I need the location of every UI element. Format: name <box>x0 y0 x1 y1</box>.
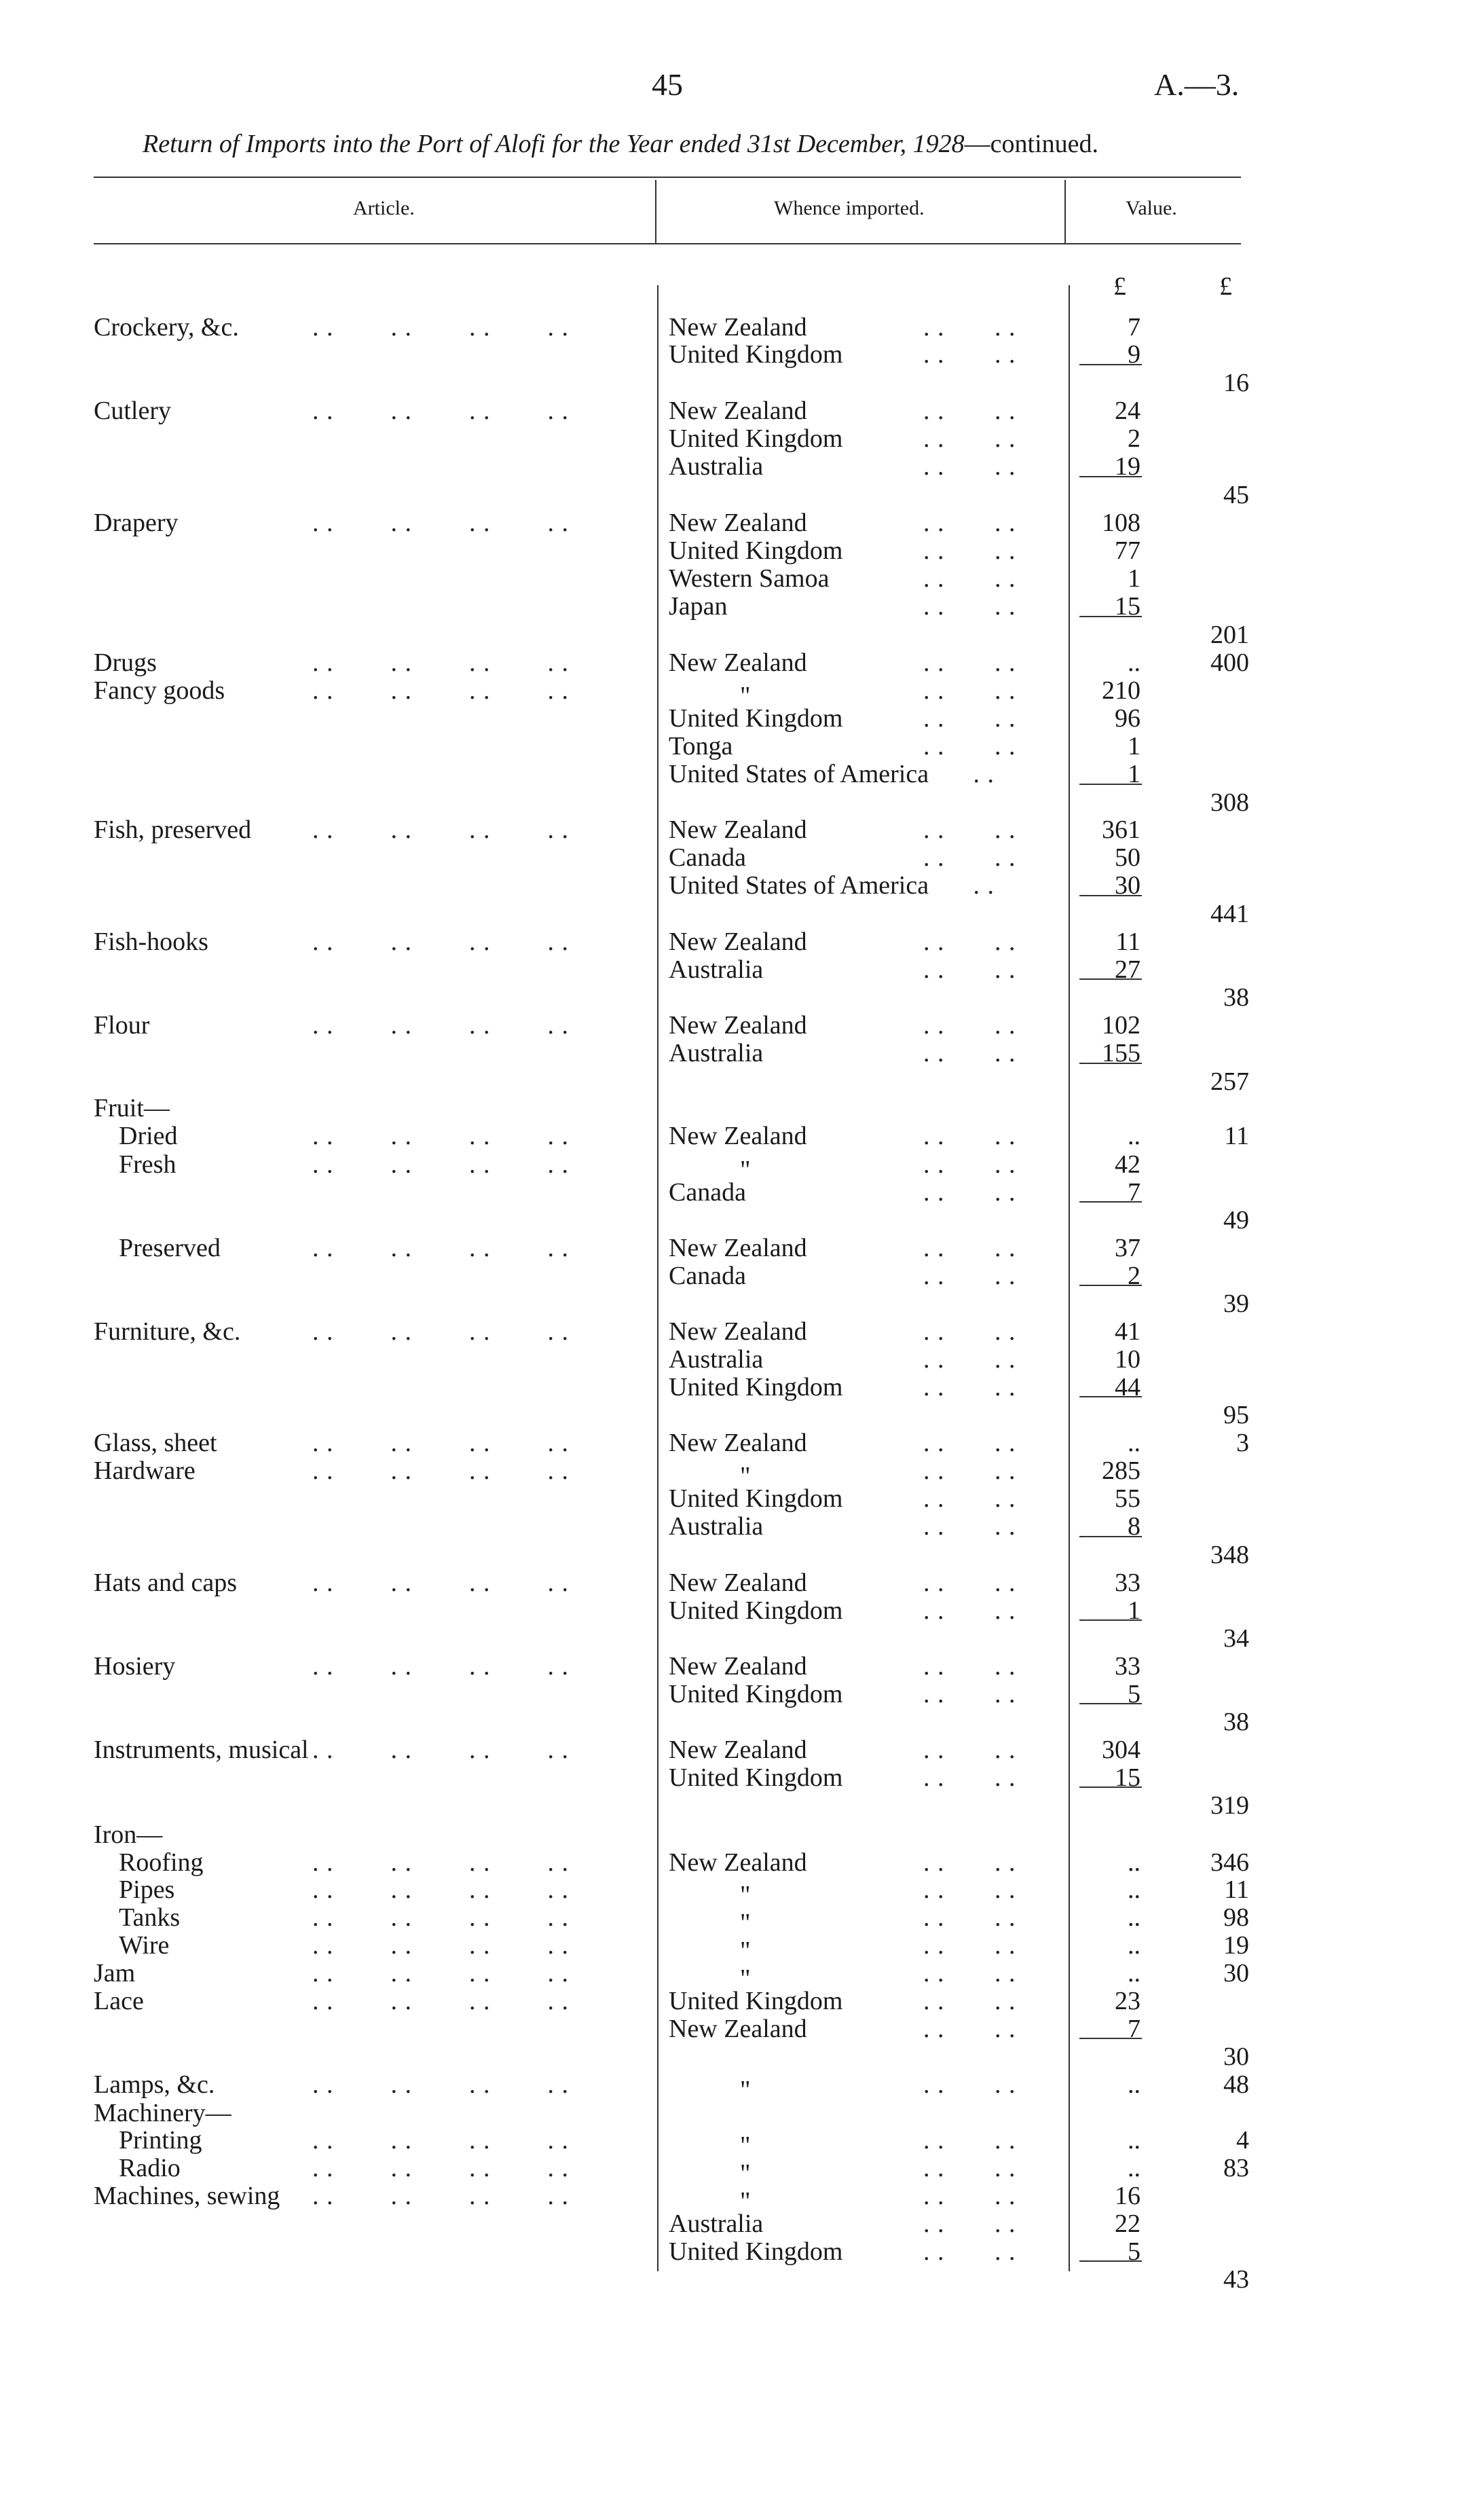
leader-dots: . . . . <box>923 2237 1016 2266</box>
leader-dots: . . . . . . . . <box>312 1736 569 1764</box>
leader-dots: . . . . <box>923 704 1016 733</box>
leader-dots: . . . . . . . . <box>312 1456 569 1485</box>
country-label: United Kingdom <box>669 1763 843 1792</box>
country-label: New Zealand <box>669 1122 807 1150</box>
country-label: United Kingdom <box>669 2237 843 2266</box>
leader-dots: . . . . <box>923 843 1016 872</box>
value-item: 10 <box>1115 1345 1140 1374</box>
leader-dots: . . . . <box>923 955 1016 984</box>
value-item: .. <box>1128 1429 1140 1457</box>
leader-dots: . . . . <box>923 509 1016 537</box>
leader-dots: . . . . <box>923 2015 1016 2043</box>
article-label: Jam <box>94 1959 136 1987</box>
value-item: 22 <box>1115 2210 1140 2238</box>
article-label: Preserved <box>119 1234 221 1262</box>
value-total: 83 <box>1223 2154 1249 2182</box>
value-total: 49 <box>1223 1206 1249 1234</box>
leader-dots: . . . . <box>923 1569 1016 1597</box>
header-divider-1 <box>655 180 656 243</box>
leader-dots: . . . . <box>923 648 1016 677</box>
leader-dots: . . . . <box>923 1987 1016 2015</box>
value-total: 45 <box>1223 481 1249 509</box>
article-label: Cutlery <box>94 397 171 425</box>
value-item: 42 <box>1115 1150 1140 1179</box>
leader-dots: . . . . . . . . <box>312 1652 569 1681</box>
country-label: Japan <box>669 592 728 621</box>
article-label: Hardware <box>94 1456 196 1485</box>
leader-dots: . . . . <box>923 1652 1016 1681</box>
country-label: United Kingdom <box>669 536 843 565</box>
currency-symbol-1: £ <box>1113 272 1126 301</box>
value-total: 43 <box>1223 2265 1249 2294</box>
country-label: New Zealand <box>669 509 807 537</box>
leader-dots: . . . . <box>923 1011 1016 1040</box>
leader-dots: . . . . <box>923 1596 1016 1625</box>
subtotal-rule <box>1079 616 1142 617</box>
value-total: 48 <box>1223 2070 1249 2099</box>
leader-dots: . . . . <box>923 1959 1016 1987</box>
value-item: 361 <box>1102 815 1140 844</box>
value-item: .. <box>1128 1959 1140 1987</box>
title-suffix: —continued. <box>964 130 1098 158</box>
leader-dots: . . . . <box>923 928 1016 956</box>
column-header-whence: Whence imported. <box>774 197 925 219</box>
leader-dots: . . . . . . . . <box>312 2070 569 2099</box>
ditto-mark: " <box>740 1881 751 1909</box>
subtotal-rule <box>1079 2038 1142 2039</box>
value-item: .. <box>1128 2154 1140 2182</box>
column-header-value: Value. <box>1126 197 1177 219</box>
value-item: 1 <box>1128 732 1140 760</box>
article-label: Hats and caps <box>94 1569 238 1597</box>
value-item: 2 <box>1128 1262 1140 1290</box>
country-label: New Zealand <box>669 2015 807 2043</box>
leader-dots: . . . . <box>923 397 1016 425</box>
value-item: 7 <box>1128 313 1140 342</box>
value-total: 16 <box>1223 369 1249 397</box>
leader-dots: . . . . . . . . <box>312 1848 569 1877</box>
ditto-mark: " <box>740 2076 751 2104</box>
country-label: Canada <box>669 1262 746 1290</box>
country-label: United Kingdom <box>669 1987 843 2015</box>
article-label: Fish, preserved <box>94 815 252 844</box>
value-item: 108 <box>1102 509 1140 537</box>
country-label: New Zealand <box>669 648 807 677</box>
leader-dots: . . . . . . . . <box>312 1011 569 1040</box>
country-label: New Zealand <box>669 313 807 342</box>
subtotal-rule <box>1079 476 1142 477</box>
country-label: New Zealand <box>669 928 807 956</box>
article-label: Dried <box>119 1122 178 1150</box>
leader-dots: . . . . . . . . <box>312 1903 569 1932</box>
value-item: 96 <box>1115 704 1140 733</box>
ditto-mark: " <box>740 1462 751 1490</box>
value-item: 44 <box>1115 1373 1140 1401</box>
article-label: Drugs <box>94 648 157 677</box>
leader-dots: . . . . <box>923 536 1016 565</box>
leader-dots: . . . . <box>923 340 1016 369</box>
leader-dots: . . . . <box>923 592 1016 621</box>
country-label: New Zealand <box>669 1848 807 1877</box>
country-label: New Zealand <box>669 1317 807 1346</box>
article-label: Fish-hooks <box>94 928 208 956</box>
leader-dots: . . . . <box>923 1345 1016 1374</box>
value-item: 7 <box>1128 2015 1140 2043</box>
leader-dots: . . . . <box>923 1875 1016 1904</box>
value-total: 30 <box>1223 2042 1249 2071</box>
value-item: 11 <box>1115 928 1140 956</box>
value-item: 19 <box>1115 452 1140 481</box>
leader-dots: . . . . . . . . <box>312 509 569 537</box>
value-item: 285 <box>1102 1456 1140 1485</box>
country-label: New Zealand <box>669 1429 807 1457</box>
value-item: 37 <box>1115 1234 1140 1262</box>
country-label: New Zealand <box>669 815 807 844</box>
ditto-mark: " <box>740 2187 751 2216</box>
value-item: 33 <box>1115 1569 1140 1597</box>
ditto-mark: " <box>740 682 751 710</box>
page-number: 45 <box>652 67 683 102</box>
country-label: United Kingdom <box>669 1596 843 1625</box>
article-label: Instruments, musical <box>94 1736 309 1764</box>
value-total: 4 <box>1236 2126 1249 2155</box>
country-label: New Zealand <box>669 1652 807 1681</box>
country-label: New Zealand <box>669 1011 807 1040</box>
country-label: Canada <box>669 843 746 872</box>
value-item: 33 <box>1115 1652 1140 1681</box>
value-total: 98 <box>1223 1903 1249 1932</box>
leader-dots: . . . . <box>923 1680 1016 1708</box>
value-item: .. <box>1128 1903 1140 1932</box>
value-item: 77 <box>1115 536 1140 565</box>
article-label: Tanks <box>119 1903 181 1932</box>
value-total: 308 <box>1210 788 1249 817</box>
value-item: 5 <box>1128 2237 1140 2266</box>
ditto-mark: " <box>740 1937 751 1965</box>
header-divider-2 <box>1064 180 1066 243</box>
leader-dots: . . . . <box>923 815 1016 844</box>
article-label: Roofing <box>119 1848 204 1877</box>
article-label: Radio <box>119 2154 181 2182</box>
value-total: 38 <box>1223 983 1249 1012</box>
country-label: United Kingdom <box>669 1680 843 1708</box>
country-label: United Kingdom <box>669 424 843 453</box>
leader-dots: . . . . . . . . <box>312 1569 569 1597</box>
leader-dots: . . . . <box>923 1039 1016 1067</box>
leader-dots: . . . . <box>923 313 1016 342</box>
country-label: Tonga <box>669 732 733 760</box>
value-total: 19 <box>1223 1931 1249 1960</box>
article-label: Wire <box>119 1931 170 1960</box>
article-label: Lace <box>94 1987 144 2015</box>
value-item: 23 <box>1115 1987 1140 2015</box>
value-total: 95 <box>1223 1401 1249 1429</box>
leader-dots: . . . . <box>923 676 1016 705</box>
value-item: 102 <box>1102 1011 1140 1040</box>
value-total: 319 <box>1210 1791 1249 1820</box>
table-top-rule <box>94 177 1241 178</box>
subtotal-rule <box>1079 1063 1142 1064</box>
leader-dots: . . . . <box>923 2210 1016 2238</box>
leader-dots: . . . . <box>923 1150 1016 1179</box>
value-total: 30 <box>1223 1959 1249 1987</box>
value-item: 7 <box>1128 1178 1140 1207</box>
ditto-mark: " <box>740 1156 751 1184</box>
subtotal-rule <box>1079 2260 1142 2262</box>
leader-dots: . . . . <box>923 1484 1016 1513</box>
country-label: Australia <box>669 955 764 984</box>
value-total: 39 <box>1223 1289 1249 1318</box>
leader-dots: . . . . . . . . <box>312 1959 569 1987</box>
value-item: 30 <box>1115 871 1140 900</box>
leader-dots: . . . . . . . . <box>312 313 569 342</box>
article-label: Pipes <box>119 1875 175 1904</box>
value-item: 9 <box>1128 340 1140 369</box>
leader-dots: . . . . . . . . <box>312 1875 569 1904</box>
leader-dots: . . . . <box>923 2070 1016 2099</box>
leader-dots: . . . . . . . . <box>312 1150 569 1179</box>
subtotal-rule <box>1079 1536 1142 1537</box>
value-total: 11 <box>1224 1875 1249 1904</box>
value-item: 15 <box>1115 592 1140 621</box>
leader-dots: . . . . <box>923 424 1016 453</box>
article-label: Fresh <box>119 1150 177 1179</box>
leader-dots: . . . . <box>923 1122 1016 1150</box>
subtotal-rule <box>1079 1285 1142 1286</box>
leader-dots: . . . . . . . . <box>312 648 569 677</box>
subtotal-rule <box>1079 895 1142 896</box>
value-total: 441 <box>1210 900 1249 928</box>
country-label: Australia <box>669 1039 764 1067</box>
leader-dots: . . . . <box>923 1931 1016 1960</box>
article-label: Hosiery <box>94 1652 176 1681</box>
subtotal-rule <box>1079 1201 1142 1203</box>
page-title <box>143 129 1098 159</box>
subtotal-rule <box>1079 784 1142 785</box>
leader-dots: . . <box>923 871 995 900</box>
leader-dots: . . . . . . . . <box>312 928 569 956</box>
leader-dots: . . . . <box>923 1317 1016 1346</box>
value-item: 155 <box>1102 1039 1140 1067</box>
country-label: United Kingdom <box>669 704 843 733</box>
value-item: .. <box>1128 1848 1140 1877</box>
country-label: United States of America <box>669 760 929 788</box>
leader-dots: . . . . . . . . <box>312 1429 569 1457</box>
article-label: Iron— <box>94 1820 163 1849</box>
subtotal-rule <box>1079 1619 1142 1621</box>
country-label: United Kingdom <box>669 340 843 369</box>
value-item: .. <box>1128 1931 1140 1960</box>
value-item: 1 <box>1128 760 1140 788</box>
article-label: Machines, sewing <box>94 2182 280 2210</box>
header-bottom-rule <box>94 243 1241 244</box>
country-label: United Kingdom <box>669 1484 843 1513</box>
ditto-mark: " <box>740 1909 751 1937</box>
article-label: Printing <box>119 2126 202 2155</box>
article-label: Drapery <box>94 509 179 537</box>
leader-dots: . . . . . . . . <box>312 1931 569 1960</box>
leader-dots: . . . . . . . . <box>312 397 569 425</box>
leader-dots: . . . . . . . . <box>312 2154 569 2182</box>
leader-dots: . . . . <box>923 1512 1016 1541</box>
value-item: 1 <box>1128 1596 1140 1625</box>
country-label: New Zealand <box>669 1234 807 1262</box>
leader-dots: . . . . . . . . <box>312 1234 569 1262</box>
subtotal-rule <box>1079 1703 1142 1704</box>
value-total: 257 <box>1210 1067 1249 1096</box>
title-main: Return of Imports into the Port of Alofi for the Year ended 31st December, 1928 <box>143 130 965 158</box>
value-item: 210 <box>1102 676 1140 705</box>
leader-dots: . . . . <box>923 1903 1016 1932</box>
value-item: 24 <box>1115 397 1140 425</box>
value-item: 8 <box>1128 1512 1140 1541</box>
country-label: Australia <box>669 452 764 481</box>
value-item: 27 <box>1115 955 1140 984</box>
value-total: 400 <box>1210 648 1249 677</box>
value-total: 348 <box>1210 1541 1249 1569</box>
subtotal-rule <box>1079 364 1142 365</box>
value-total: 3 <box>1236 1429 1249 1457</box>
article-label: Flour <box>94 1011 150 1040</box>
page-reference: A.—3. <box>1154 67 1240 102</box>
leader-dots: . . . . <box>923 452 1016 481</box>
leader-dots: . . . . . . . . <box>312 815 569 844</box>
leader-dots: . . . . . . . . <box>312 1317 569 1346</box>
value-total: 34 <box>1223 1624 1249 1653</box>
leader-dots: . . . . . . . . <box>312 1122 569 1150</box>
leader-dots: . . . . <box>923 1429 1016 1457</box>
value-total: 38 <box>1223 1708 1249 1736</box>
leader-dots: . . . . <box>923 1848 1016 1877</box>
value-total: 11 <box>1224 1122 1249 1150</box>
value-item: .. <box>1128 2070 1140 2099</box>
ditto-mark: " <box>740 1964 751 1993</box>
value-item: 5 <box>1128 1680 1140 1708</box>
subtotal-rule <box>1079 1396 1142 1397</box>
column-header-article: Article. <box>353 197 415 219</box>
subtotal-rule <box>1079 978 1142 980</box>
country-label: United Kingdom <box>669 1373 843 1401</box>
value-item: 15 <box>1115 1763 1140 1792</box>
leader-dots: . . . . <box>923 1373 1016 1401</box>
country-label: Canada <box>669 1178 746 1207</box>
leader-dots: . . . . <box>923 1763 1016 1792</box>
subtotal-rule <box>1079 1786 1142 1788</box>
leader-dots: . . <box>923 760 995 788</box>
value-item: 304 <box>1102 1736 1140 1764</box>
currency-symbol-2: £ <box>1219 272 1232 301</box>
article-label: Fancy goods <box>94 676 225 705</box>
value-item: 50 <box>1115 843 1140 872</box>
value-item: .. <box>1128 1122 1140 1150</box>
leader-dots: . . . . <box>923 1178 1016 1207</box>
value-item: 2 <box>1128 424 1140 453</box>
value-item: 1 <box>1128 564 1140 593</box>
leader-dots: . . . . <box>923 564 1016 593</box>
country-label: Australia <box>669 1345 764 1374</box>
article-label: Crockery, &c. <box>94 313 239 342</box>
leader-dots: . . . . . . . . <box>312 1987 569 2015</box>
leader-dots: . . . . . . . . <box>312 676 569 705</box>
ditto-mark: " <box>740 2159 751 2188</box>
country-label: New Zealand <box>669 1569 807 1597</box>
country-label: United States of America <box>669 871 929 900</box>
leader-dots: . . . . <box>923 2154 1016 2182</box>
leader-dots: . . . . <box>923 2182 1016 2210</box>
country-label: Australia <box>669 1512 764 1541</box>
article-label: Furniture, &c. <box>94 1317 241 1346</box>
leader-dots: . . . . <box>923 1736 1016 1764</box>
leader-dots: . . . . . . . . <box>312 2182 569 2210</box>
country-label: Australia <box>669 2210 764 2238</box>
value-total: 201 <box>1210 621 1249 649</box>
value-item: .. <box>1128 2126 1140 2155</box>
value-item: 41 <box>1115 1317 1140 1346</box>
value-total: 346 <box>1210 1848 1249 1877</box>
country-label: Western Samoa <box>669 564 830 593</box>
leader-dots: . . . . <box>923 1262 1016 1290</box>
ditto-mark: " <box>740 2131 751 2160</box>
country-label: New Zealand <box>669 397 807 425</box>
leader-dots: . . . . . . . . <box>312 2126 569 2155</box>
value-item: 16 <box>1115 2182 1140 2210</box>
column-divider-1 <box>657 285 658 2271</box>
leader-dots: . . . . <box>923 2126 1016 2155</box>
article-label: Machinery— <box>94 2099 231 2127</box>
country-label: New Zealand <box>669 1736 807 1764</box>
leader-dots: . . . . <box>923 732 1016 760</box>
article-label: Lamps, &c. <box>94 2070 215 2099</box>
column-divider-2 <box>1069 285 1070 2271</box>
article-label: Glass, sheet <box>94 1429 217 1457</box>
leader-dots: . . . . <box>923 1234 1016 1262</box>
value-item: .. <box>1128 648 1140 677</box>
value-item: .. <box>1128 1875 1140 1904</box>
leader-dots: . . . . <box>923 1456 1016 1485</box>
article-label: Fruit— <box>94 1094 170 1122</box>
value-item: 55 <box>1115 1484 1140 1513</box>
